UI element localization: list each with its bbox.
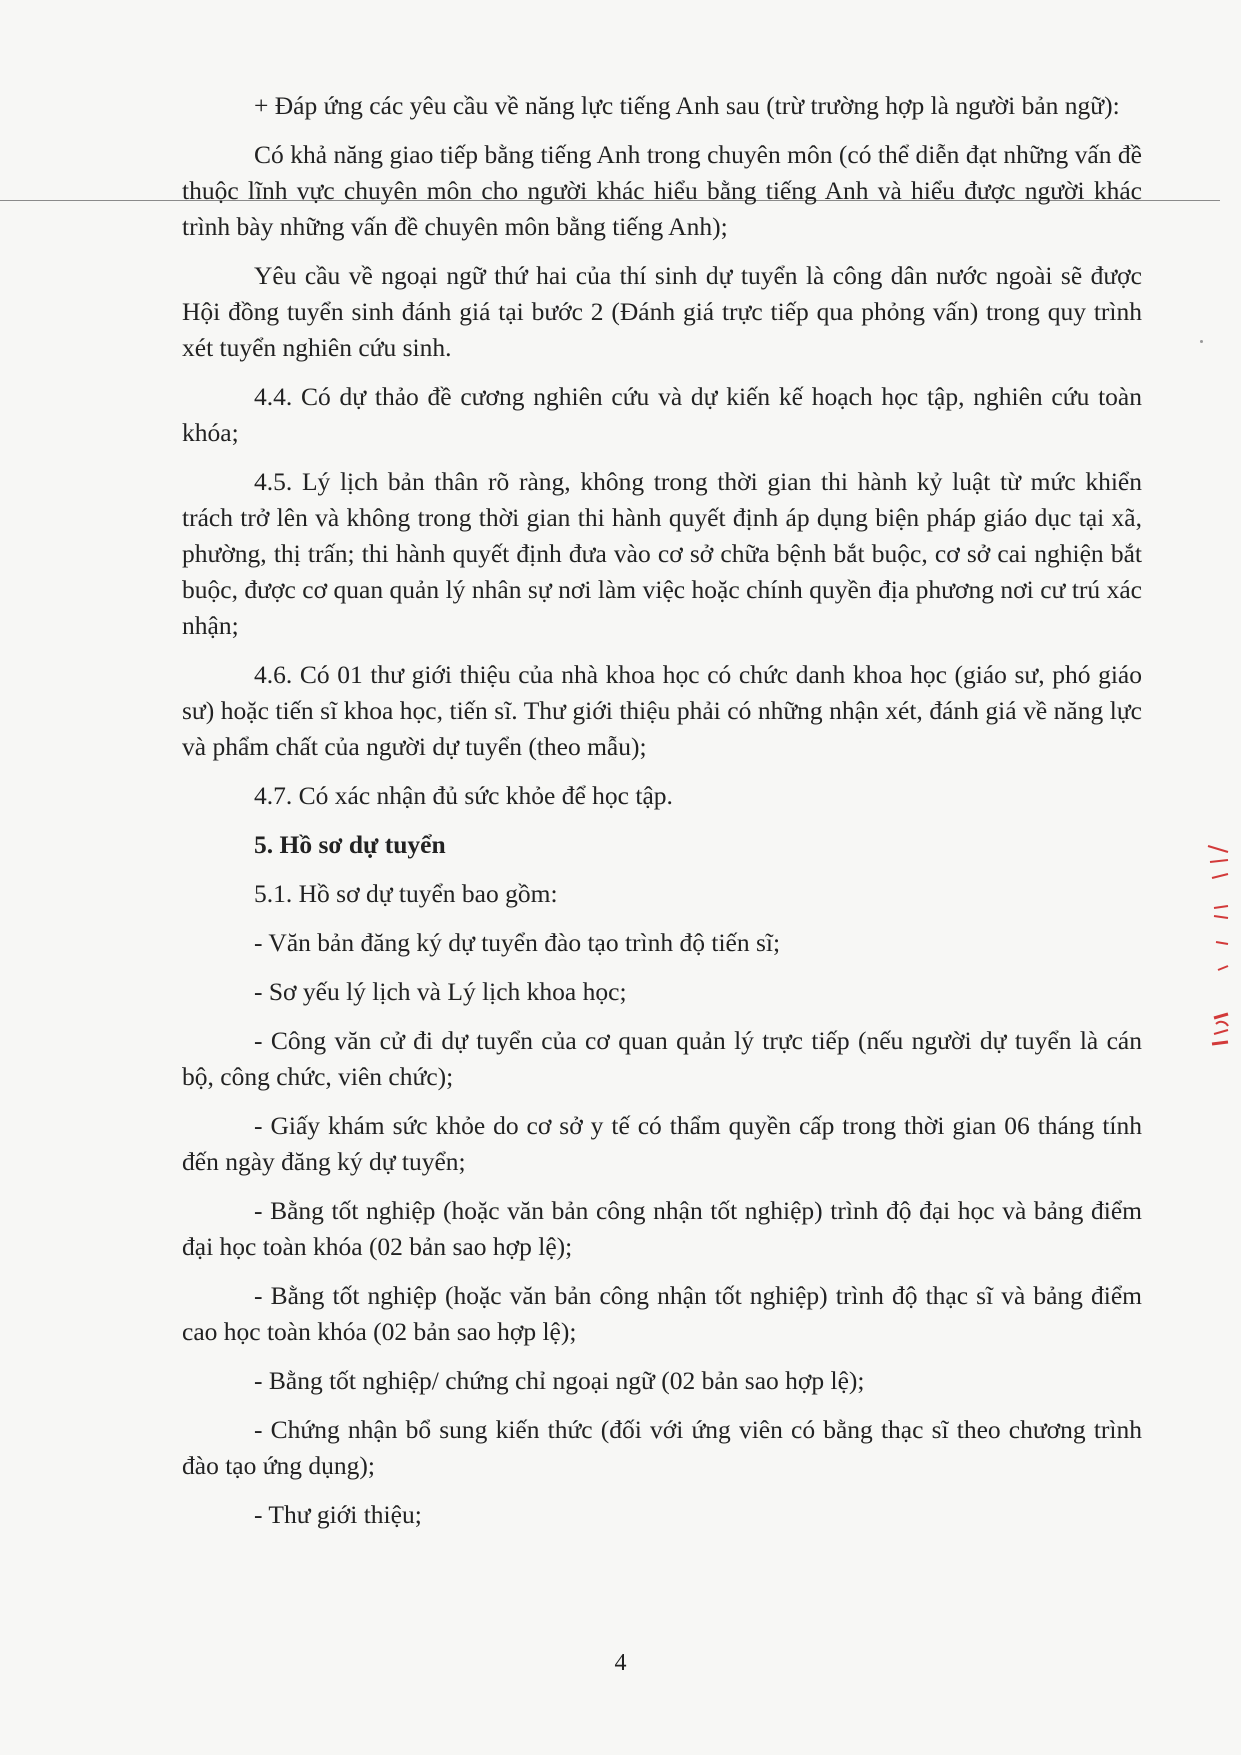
seal-stroke xyxy=(1214,1030,1228,1034)
seal-stroke xyxy=(1214,1014,1228,1018)
paragraph: + Đáp ứng các yêu cầu về năng lực tiếng Anh sau (trừ trường hợp là người bản ngữ): xyxy=(254,91,1120,120)
paragraph: Yêu cầu về ngoại ngữ thứ hai của thí sinh dự tuyển là công dân nước ngoài sẽ được Hội đồng tuyển sinh đánh giá tại bước 2 (Đánh giá trực tiếp qua phỏng vấn) trong quy trình xét tuyển nghiên cứu sinh. xyxy=(182,261,1142,362)
list-item: - Bằng tốt nghiệp (hoặc văn bản công nhận tốt nghiệp) trình độ thạc sĩ và bảng điểm cao học toàn khóa (02 bản sao hợp lệ); xyxy=(182,1281,1142,1346)
seal-stroke xyxy=(1212,874,1228,878)
seal-stroke xyxy=(1218,966,1228,970)
list-item: - Công văn cử đi dự tuyển của cơ quan quản lý trực tiếp (nếu người dự tuyển là cán bộ, công chức, viên chức); xyxy=(182,1026,1142,1091)
list-item: - Sơ yếu lý lịch và Lý lịch khoa học; xyxy=(254,977,627,1006)
seal-stroke xyxy=(1208,846,1228,852)
paragraph: 4.5. Lý lịch bản thân rõ ràng, không trong thời gian thi hành kỷ luật từ mức khiển trách trở lên và không trong thời gian thi hành quyết định áp dụng biện pháp giáo dục tại xã, phường, thị trấn; thi hành quyết định đưa vào cơ sở chữa bệnh bắt buộc, cơ sở cai nghiện bắt buộc, được cơ quan quản lý nhân sự nơi làm việc hoặc chính quyền địa phương nơi cư trú xác nhận; xyxy=(182,467,1142,640)
paragraph: Có khả năng giao tiếp bằng tiếng Anh trong chuyên môn (có thể diễn đạt những vấn đề thuộc lĩnh vực chuyên môn cho người khác hiểu bằng tiếng Anh và hiểu được người khác trình bày những vấn đề chuyên môn bằng tiếng Anh); xyxy=(182,140,1142,241)
red-seal-fragment-icon xyxy=(1190,838,1230,1068)
document-body xyxy=(182,88,1142,1546)
seal-marks xyxy=(1208,846,1228,1044)
paragraph: 4.6. Có 01 thư giới thiệu của nhà khoa học có chức danh khoa học (giáo sư, phó giáo sư) hoặc tiến sĩ khoa học, tiến sĩ. Thư giới thiệu phải có những nhận xét, đánh giá về năng lực và phẩm chất của người dự tuyển (theo mẫu); xyxy=(182,660,1142,761)
page-number: 4 xyxy=(614,1650,627,1676)
seal-stroke xyxy=(1216,942,1228,944)
list-item: - Bằng tốt nghiệp/ chứng chỉ ngoại ngữ (02 bản sao hợp lệ); xyxy=(254,1366,865,1395)
list-item: - Bằng tốt nghiệp (hoặc văn bản công nhận tốt nghiệp) trình độ đại học và bảng điểm đại học toàn khóa (02 bản sao hợp lệ); xyxy=(182,1196,1142,1261)
section-heading: 5. Hồ sơ dự tuyển xyxy=(254,830,446,859)
seal-stroke xyxy=(1216,1022,1228,1026)
list-item: - Chứng nhận bổ sung kiến thức (đối với ứng viên có bằng thạc sĩ theo chương trình đào tạo ứng dụng); xyxy=(182,1415,1142,1480)
paragraph: 4.7. Có xác nhận đủ sức khỏe để học tập. xyxy=(254,781,673,810)
scan-speck xyxy=(1200,340,1203,343)
seal-stroke xyxy=(1214,916,1228,918)
seal-stroke xyxy=(1212,1042,1228,1044)
list-item: - Văn bản đăng ký dự tuyển đào tạo trình độ tiến sĩ; xyxy=(254,928,781,957)
seal-stroke xyxy=(1214,906,1228,908)
list-item: - Thư giới thiệu; xyxy=(254,1500,422,1529)
paragraph: 5.1. Hồ sơ dự tuyển bao gồm: xyxy=(254,879,558,908)
paragraph: 4.4. Có dự thảo đề cương nghiên cứu và dự kiến kế hoạch học tập, nghiên cứu toàn khóa; xyxy=(182,382,1142,447)
seal-stroke xyxy=(1210,860,1228,862)
list-item: - Giấy khám sức khỏe do cơ sở y tế có thẩm quyền cấp trong thời gian 06 tháng tính đến ngày đăng ký dự tuyển; xyxy=(182,1111,1142,1176)
